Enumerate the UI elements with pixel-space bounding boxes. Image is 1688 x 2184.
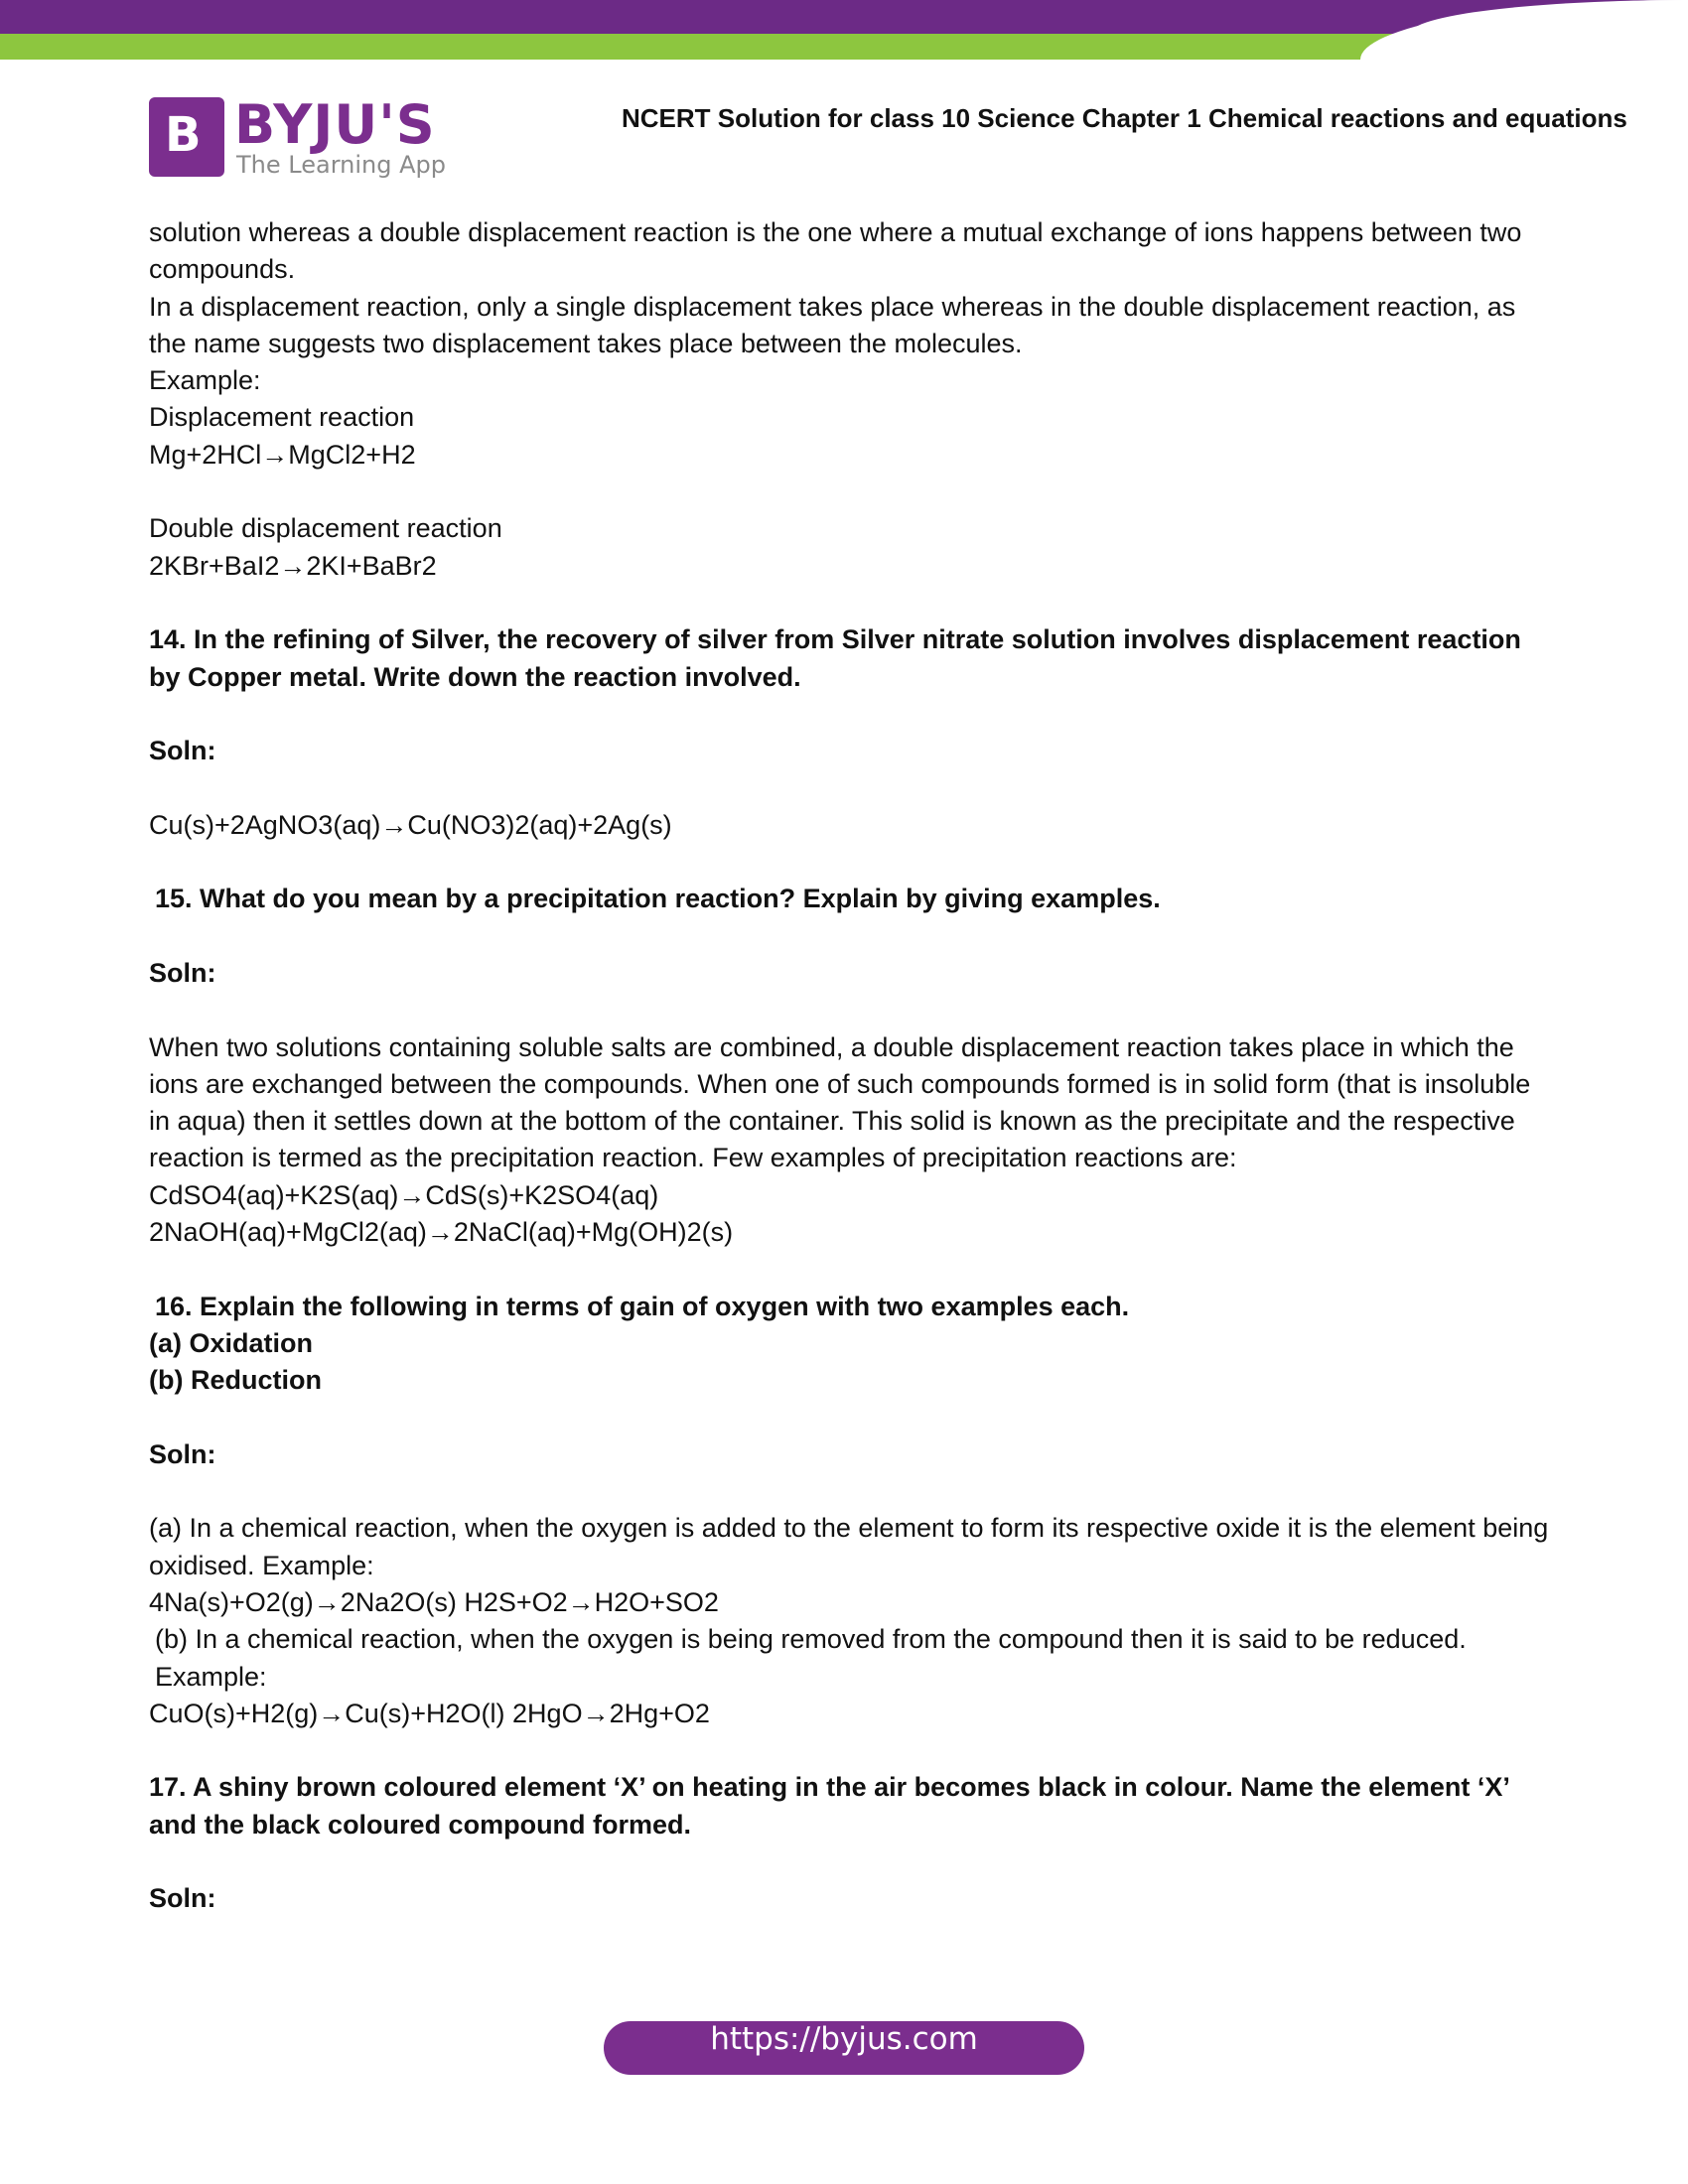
paragraph: In a displacement reaction, only a single displacement takes place whereas in the double displacement reaction, as the name suggests two displacement takes place between the molecules. [149,291,1516,358]
spacer [149,1251,1549,1288]
solution-label: Soln: [149,1883,216,1914]
spacer [149,769,1549,806]
question-15: 15. What do you mean by a precipitation reaction? Explain by giving examples. [155,884,1161,914]
answer-16-b: (b) In a chemical reaction, when the oxygen is being removed from the compound then it is said to be reduced. Example: [155,1624,1467,1692]
spacer [149,1473,1549,1510]
logo-name: BYJU'S [234,93,436,156]
header-band [0,0,1688,60]
solution-label: Soln: [149,736,216,766]
byjus-logo [149,93,447,179]
spacer [149,696,1549,733]
spacer [149,1400,1549,1436]
equation: Cu(s)+2AgNO3(aq)→Cu(NO3)2(aq)+2Ag(s) [149,809,672,840]
double-displacement-label: Double displacement reaction [149,513,502,544]
example-label: Example: [149,365,261,396]
logo-letter: B [165,107,202,163]
question-14: 14. In the refining of Silver, the recovery of silver from Silver nitrate solution involves displacement reaction by Copper metal. Write down the reaction involved. [149,624,1521,692]
spacer [149,585,1549,621]
spacer [149,992,1549,1028]
answer-16-a: (a) In a chemical reaction, when the oxygen is added to the element to form its respective oxide it is the element being oxidised. Example: [149,1513,1549,1580]
question-16-a: (a) Oxidation [149,1327,314,1358]
footer-url-link[interactable]: https://byjus.com [604,2021,1084,2075]
displacement-label: Displacement reaction [149,402,415,433]
spacer [149,1732,1549,1769]
spacer [149,918,1549,955]
spacer [149,474,1549,510]
equation: CuO(s)+H2(g)→Cu(s)+H2O(l) 2HgO→2Hg+O2 [149,1698,710,1728]
page-content [149,214,1549,1918]
question-16: 16. Explain the following in terms of gain of oxygen with two examples each. [155,1291,1130,1321]
solution-label: Soln: [149,957,216,988]
equation: 2KBr+BaI2→2KI+BaBr2 [149,550,437,581]
spacer [149,844,1549,881]
question-17: 17. A shiny brown coloured element ‘X’ on heating in the air becomes black in colour. Name the element ‘X’ and the black coloured compound formed. [149,1772,1509,1840]
document-title: NCERT Solution for class 10 Science Chapter 1 Chemical reactions and equations [622,103,1627,133]
equation: CdSO4(aq)+K2S(aq)→CdS(s)+K2SO4(aq) [149,1179,659,1210]
equation: Mg+2HCl→MgCl2+H2 [149,439,416,470]
equation: 4Na(s)+O2(g)→2Na2O(s) H2S+O2→H2O+SO2 [149,1586,719,1617]
answer-15: When two solutions containing soluble salts are combined, a double displacement reaction takes place in which the ions are exchanged between the compounds. When one of such compounds formed is in solid form (that is insoluble in aqua) then it settles down at the bottom of the container. This solid is known as the precipitate and the respective reaction is termed as the precipitation reaction. Few examples of precipitation reactions are: [149,1031,1531,1173]
paragraph: solution whereas a double displacement reaction is the one where a mutual exchange of ions happens between two compounds. [149,217,1522,285]
equation: 2NaOH(aq)+MgCl2(aq)→2NaCl(aq)+Mg(OH)2(s) [149,1217,734,1248]
question-16-b: (b) Reduction [149,1365,322,1396]
solution-label: Soln: [149,1438,216,1469]
logo-tagline: The Learning App [236,151,446,179]
logo-mark-icon [149,97,224,177]
spacer [149,1843,1549,1880]
